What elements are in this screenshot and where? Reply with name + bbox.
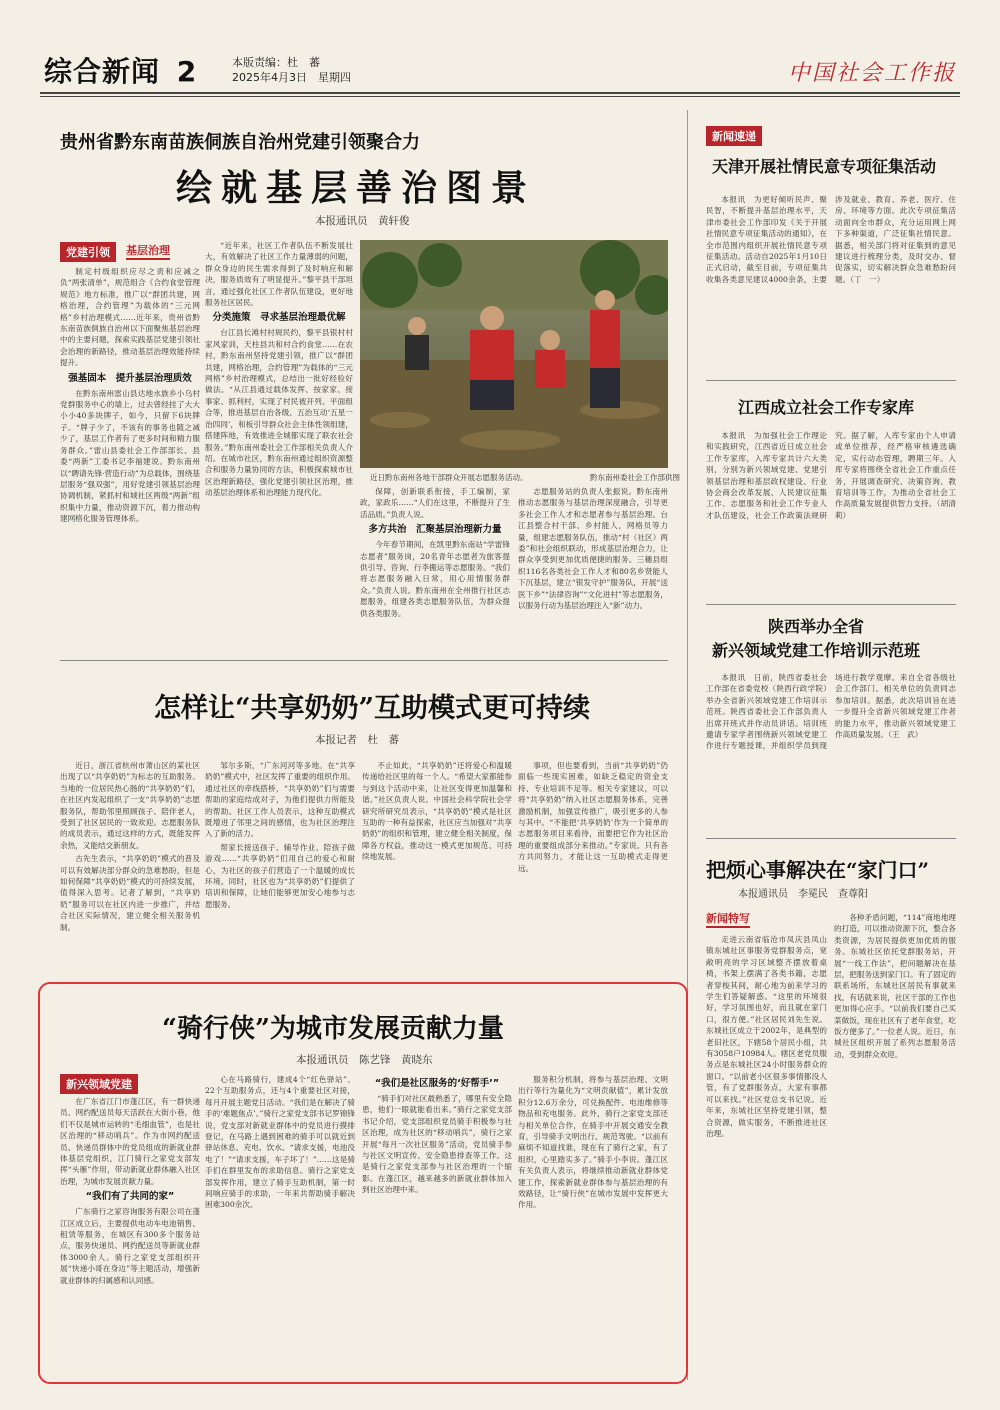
second-col-2 xyxy=(205,760,355,975)
right-b1-text: 本报讯 为更好倾听民声、聚民智，不断提升基层治理水平，天津市委社会工作部印发《关于开展社情民意专项征集活动的通知》，在全市范围内组织开展社情民意专项征集活动。活动自2025年1月10日正式启动，截至目前，专项征集共收集各类意见建议4000余条，主要涉及就业、教育、养老、医疗、住房、环境等方面。此次专项征集活动面向全市群众，充分运用网上网下多种渠道，广泛征集社情民意。据悉，相关部门将对征集到的意见建议进行梳理分类，及时交办、督促落实，切实解决群众急难愁盼问题。（丁 一） xyxy=(706,195,956,284)
right-headline-3b: 新兴领域党建工作培训示范班 xyxy=(712,641,921,660)
date-line: 2025年4月3日 星期四 xyxy=(232,71,351,84)
lead-photo-credit: 黔东南州委社会工作部供图 xyxy=(590,473,680,482)
editor-line: 本版责编：杜 蕃 xyxy=(232,56,320,69)
second-c1b-text: 古先生表示，“共享奶奶”模式的普及可以有效解决部分群众的急难愁盼，但是如何保障“共享奶奶”模式的可持续发展，值得深入思考。记者了解到，“共享奶奶”服务可以在社区内进一步推广，并结合社区实际情况，建立健全相关服务机制。 xyxy=(60,854,200,932)
second-c1-text: 近日，浙江省杭州市萧山区的某社区出现了以“共享奶奶”为标志的互助服务。当地的一位居民热心肠的“共享奶奶”们，在社区内发起组织了一支“共享奶奶”志愿服务队，帮助邻里照顾孩子、陪伴老人，受到了社区居民的一致欢迎。志愿服务队的成员表示，通过这样的方式，既能发挥余热，又能结交新朋友。 xyxy=(60,761,200,850)
lead-headline: 绘就基层善治图景 xyxy=(176,167,537,209)
second-c2b-text: 帮家长接送孩子、辅导作业、陪孩子做游戏……“共享奶奶”们用自己的爱心和耐心，为社区的孩子们营造了一个温暖的成长环境。同时，社区也为“共享奶奶”们提供了培训和保障，让她们能够更加安心地参与志愿服务。 xyxy=(205,842,355,909)
feature-col-4 xyxy=(518,1074,668,1368)
feature-c1b-text: 广东骑行之家咨询服务有限公司在蓬江区成立后，主要提供电动车电池销售、租赁等服务，在城区有300多个服务站点，服务快递员、网约配送员等新就业群体3000余人。骑行之家党支部组织开展“快递小哥在身边”等主题活动，增强新就业群体的归属感和认同感。 xyxy=(60,1207,200,1285)
right-body-1 xyxy=(706,194,956,374)
right-body-4b xyxy=(834,912,956,1380)
right-body-4a xyxy=(706,934,827,1380)
lead-tag-secondary: 基层治理 xyxy=(126,242,170,260)
feature-col-3 xyxy=(362,1074,512,1368)
right-b2-text: 本报讯 为加强社会工作理论和实践研究，江西省近日成立社会工作专家库，入库专家共计六大类别，分别为新兴领域党建、党建引领基层治理和基层政权建设、行业协会商会改革发展、人民建议征集工作、志愿服务和社会工作专业人才队伍建设，社会工作政策法规研究。据了解，入库专家由个人申请或单位推荐，经严格审核遴选确定，实行动态管理，聘期三年。入库专家将围绕全省社会工作重点任务，开展调查研究、决策咨询、教育培训等工作，为推动全省社会工作高质量发展提供智力支持。（胡清莉） xyxy=(706,431,956,520)
feature-headline: “骑行侠”为城市发展贡献力量 xyxy=(162,1014,504,1044)
lead-col1-text: 制定村级组织应尽之责和应减之负“两张清单”，规范组合《合约食堂管理规范》地方标准，推广以“群团共建，网格治理，合约管理”为载体的“三元网格”乡村治理模式……近年来，贵州省黔东南苗族侗族自治州以下面聚焦基层治理中的主要问题，探索实践基层党建引领社会治理的新路径，推动基层治理效能持续提升。 xyxy=(60,267,200,368)
right-body-2 xyxy=(706,430,956,596)
feature-byline: 本报通讯员 陈艺锋 黄晓东 xyxy=(296,1054,433,1066)
right-body-3 xyxy=(706,672,956,832)
lead-col1-subhead: 强基固本 提升基层治理质效 xyxy=(68,372,192,384)
right-b3-text: 本报讯 日前，陕西省委社会工作部在省委党校（陕西行政学院）举办全省新兴领域党建工作培训示范班。陕西省委社会工作部负责人出席开班式并作动员讲话。培训班邀请专家学者围绕新兴领域党建工作进行专题授课，并组织学员到现场进行教学观摩。来自全省各级社会工作部门、相关单位的负责同志参加培训。据悉，此次培训旨在进一步提升全省新兴领域党建工作者的能力水平，推动新兴领域党建工作高质量发展。（王 武） xyxy=(706,673,956,751)
second-headline: 怎样让“共享奶奶”互助模式更可持续 xyxy=(154,693,591,724)
masthead-logo: 中国社会工作报 xyxy=(787,61,956,86)
lead-col2-body: 台江县长滩村村规民约，黎平县银村村家风家训，天柱县共和村合约食堂……在农村，黔东南州坚持党建引领，推广以“群团共建，网格治理，合约管理”为载体的“三元网格”乡村治理模式，总结出一批好经验好做法。“从江县通过载体发挥、按家家、接事家、抓利村，实现了村民被开列、平面组合等，推进基层自治各级、五治互动‘五星一治四同’，和板引导群众社会主体性领组建，搭建阵地，有效推进全城都实现了联农社会服务。”黔东南州委社会工作部相关负责人介绍。在城市社区，黔东南州通过组织资源整合和服务力量协同的方法，积极探索城市社区治理新路径，强化党建引领社区治理，推动基层治理体系和治理能力现代化。 xyxy=(205,328,353,498)
second-col-1 xyxy=(60,760,200,975)
feature-c3-text: “骑手们对社区最熟悉了，哪里有安全隐患，他们一眼就能看出来。”骑行之家党支部书记介绍，党支部组织党员骑手积极参与社区治理，成为社区的“移动哨兵”，骑行之家开展“每月一次社区服务”活动，党员骑手参与社区文明宣传、安全隐患排查等工作。这是骑行之家党支部参与社区治理的一个缩影。在蓬江区，越来越多的新就业群体加入到社区治理中来。 xyxy=(362,1094,512,1195)
header-rule xyxy=(40,92,960,94)
lead-photo-caption: 近日黔东南州各地干部群众开展志愿服务活动。 xyxy=(370,473,528,482)
right-rule-3 xyxy=(706,838,956,839)
right-rule-1 xyxy=(706,380,956,381)
lead-col3-body: 今年春节期间，在凯里黔东南站“学雷锋志愿者”服务岗，20名青年志愿者为旅客提供引导、咨询、行李搬运等志愿服务。“我们将志愿服务融入日常，用心用情服务群众。”负责人说。黔东南州在全州推行社区志愿服务，组建各类志愿服务队伍，为群众提供各类服务。 xyxy=(360,540,510,618)
feature-c1-subhead: “我们有了共同的家” xyxy=(85,1191,175,1203)
second-c2-text: 邹尔多斯，“广东河河等多地。在“共享奶奶”模式中，社区发挥了重要的组织作用。通过社区的牵线搭桥，“共享奶奶”们与需要帮助的家庭结成对子，为他们提供力所能及的帮助。社区工作人员表示，这种互助模式既增进了邻里之间的感情，也为社区治理注入了新的活力。 xyxy=(205,761,355,839)
lead-col2-subhead: 分类施策 寻求基层治理最优解 xyxy=(212,312,346,324)
page-number: 2 xyxy=(176,55,198,88)
section-name: 综合新闻 xyxy=(44,55,161,88)
feature-c1-text: 在广东省江门市蓬江区，有一群快递员、网约配送员每天活跃在大街小巷，他们不仅是城市运转的“毛细血管”，也是社区治理的“移动哨兵”。作为市网约配送员、快递员群体中的党员组成的新就业群体基层党组织，江门骑行之家党支部发挥“头雁”作用，带动新就业群体融入社区治理，为城市发展贡献力量。 xyxy=(60,1097,200,1186)
feature-c2-text: 心在马路骑行，建成4个“红色驿站”、22个互助服务点，还与4个重要社区对接，每月开展主题党日活动。“我们是在解决了骑手的‘难题焦点’。”骑行之家党支部书记罗锦锋说，党支部对新就业群体中的党员进行摸排登记，在马路上遇到困难的骑手可以就近到驿站休息、充电、饮水。“请求支援，电池没电了！”“请求支援，车子坏了！”……这是骑手们在群里发布的求助信息。骑行之家党支部发挥作用，建立了骑手互助机制，第一时间响应骑手的求助，一年来共帮助骑手解决困难300余次。 xyxy=(205,1075,355,1210)
right-headline-4: 把烦心事解决在“家门口” xyxy=(706,858,930,882)
volunteers-photo-illustration xyxy=(360,240,668,468)
lead-col3-subhead: 多方共治 汇聚基层治理新力量 xyxy=(368,524,502,536)
second-col-4 xyxy=(518,760,668,975)
lead-col3-text: 保障，创新联系衔接，手工编制，家政，家政乐……“人们在这里，不断提升了生活品质。”负责人说。 xyxy=(360,487,510,519)
feature-col-1 xyxy=(60,1096,200,1368)
right-headline-1: 天津开展社情民意专项征集活动 xyxy=(712,157,937,176)
right-b4-text: 走进云南省临沧市凤庆县凤山镇东城社区事服务党群服务点，宽敞明亮的学习区域整齐摆放着桌椅，书架上摆满了各类书籍，志愿者穿梭其间，耐心地为前来学习的学生们答疑解惑。“这里的环境很好，学习氛围也好，而且就在家门口，很方便。”社区居民刘先生说。东城社区成立于2002年，是典型的老旧社区，下辖58个居民小组，共有3058户10984人。辖区老党员服务点是东城社区24小时服务群众的窗口。“以前老小区很多事情都没人管，有了党群服务点，大家有事都可以来找。”社区党总支书记说。近年来，东城社区坚持党建引领，整合资源，做实服务，不断推进社区治理。 xyxy=(706,935,827,1138)
lead-col-2 xyxy=(205,240,353,644)
second-col-3 xyxy=(362,760,512,975)
right-b4b-text: 各种矛盾问题，“114”商地地理的打造，可以推动资源下沉，整合各类资源，为居民提供更加优质的服务。东城社区依托党群服务站，开展“一线工作法”，把问题解决在基层，把服务送到家门口。有了固定的联系场所，东城社区居民有事就来找，有话就来说，社区干部的工作也更加得心应手。“以前我们要自己买菜做饭，现在社区有了老年食堂，吃饭方便多了。”一位老人说。近日，东城社区组织开展了系列志愿服务活动，受到群众欢迎。 xyxy=(834,913,956,1059)
second-c4-text: 事项，但也要看到，当前“共享奶奶”仍面临一些现实困难，如缺乏稳定的资金支持、专业培训不足等。相关专家建议，可以将“共享奶奶”纳入社区志愿服务体系，完善激励机制，加强宣传推广，吸引更多的人参与其中。“不能把‘共享奶奶’作为一个简单的志愿服务项目来看待，而要把它作为社区治理的重要组成部分来推动。”专家说。只有各方共同努力，才能让这一互助模式走得更远。 xyxy=(518,761,668,873)
lead-col-1 xyxy=(60,266,200,644)
lead-col-3 xyxy=(360,486,510,644)
feature-col-2 xyxy=(205,1074,355,1368)
lead-col4-text: 志愿服务站的负责人张振说。黔东南州推动志愿服务与基层治理深度融合，引导更多社会工作人才和志愿者参与基层治理。台江县整合村干部、乡村能人，网格员等力量，组建志愿服务队伍，推动“村（社区）两委”和社会组织联动，形成基层治理合力，让群众享受到更加优质便捷的服务。三穗县组织116名各类社会工作人才和80名乡贤能人下沉基层，建立“银发守护”服务队，开展“送医下乡”“法律咨询”“文化进村”等志愿服务，以服务行动为基层治理注入“新”动力。 xyxy=(518,487,668,611)
feature-c3-subhead: “我们是社区服务的‘好帮手’” xyxy=(374,1078,500,1089)
right-headline-3a: 陕西举办全省 xyxy=(768,617,865,636)
second-c3-text: 不止如此，“共享奶奶”还将爱心和温暖传递给社区里的每一个人。“希望大家都能参与到这个活动中来，让社区变得更加温馨和谐。”社区负责人说。中国社会科学院社会学研究所研究员表示，“共享奶奶”模式是社区互助的一种有益探索，社区应当加强对“共享奶奶”的组织和管理，建立健全相关制度，保障各方权益，推动这一模式更加规范、可持续地发展。 xyxy=(362,761,512,862)
right-headline-2: 江西成立社会工作专家库 xyxy=(738,398,915,417)
lead-col2-text: “近年来，社区工作者队伍不断发展壮大，有效解决了社区工作力量薄弱的问题，群众身边的民生需求得到了及时响应和解决，服务质效有了明显提升。”黎平县干部坦言，通过强化社区工作者队伍建设，更好地服务社区居民。 xyxy=(205,241,353,308)
header-rule-thin xyxy=(40,96,960,97)
right-tag-feature: 新闻特写 xyxy=(706,910,750,928)
lead-kicker: 贵州省黔东南苗族侗族自治州党建引领聚合力 xyxy=(60,132,420,153)
right-tag-news-express: 新闻速递 xyxy=(706,126,762,146)
lead-col1-body: 在黔东南州雷山县达地水族乡小乌村党群服务中心的墙上，过去曾经挂了大大小小40多块牌子，如今，只留下6块牌子。“牌子少了，不该有的事务也随之减少了，基层工作者有了更多时间和精力服务群众。”雷山县委社会工作部部长、县委“两新”工委书记李福建说。黔东南州以“聘请先锋·营造行动”为总载体，围绕基层服务“强双强”，用好党建引领基层治理协调机制，紧抓村和城社区两级“两新”组织集中力量，推动资源下沉，着力推动构建网格化服务管理体系。 xyxy=(60,388,200,524)
lead-col-4 xyxy=(518,486,668,644)
lead-bottom-rule xyxy=(60,660,668,661)
feature-tag: 新兴领域党建 xyxy=(60,1074,138,1094)
lead-photo xyxy=(360,240,668,468)
second-byline: 本报记者 杜 蕃 xyxy=(315,734,399,746)
right-byline-4: 本报通讯员 李冕民 查尊阳 xyxy=(738,889,868,900)
lead-byline: 本报通讯员 黄轩俊 xyxy=(315,215,410,227)
lead-tag: 党建引领 xyxy=(60,242,116,262)
feature-c4-text: 服务积分机制，将参与基层治理、文明出行等行为量化为“文明贡献值”，累计发放积分12.6万余分，可兑换配件、电池维修等物品和充电服务。此外，骑行之家党支部还与相关单位合作，在骑手中开展交通安全教育，引导骑手文明出行、规范驾驶。“以前有麻烦不知道找谁，现在有了骑行之家，有了组织，心里踏实多了。”骑手小李说。蓬江区有关负责人表示，将继续推动新就业群体党建工作，探索新就业群体参与基层治理的有效路径，让“骑行侠”在城市发展中发挥更大作用。 xyxy=(518,1075,668,1210)
right-rule-2 xyxy=(706,604,956,605)
